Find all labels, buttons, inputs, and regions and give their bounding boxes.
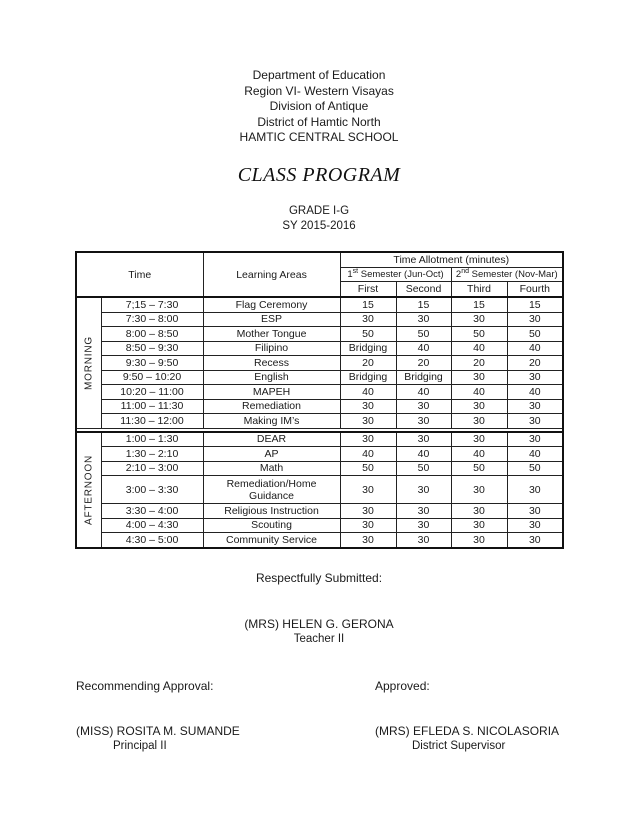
cell-q: 30 (507, 533, 563, 548)
cell-q: 30 (451, 518, 507, 533)
cell-q: 40 (396, 447, 451, 462)
cell-q: 30 (507, 476, 563, 504)
cell-q: 30 (451, 370, 507, 385)
cell-time: 9:50 – 10:20 (101, 370, 203, 385)
grade-label: GRADE I-G (288, 205, 350, 217)
header-line-division: Division of Antique (269, 99, 369, 113)
table-row (76, 385, 563, 400)
header-line-region: Region VI- Western Visayas (244, 83, 394, 98)
cell-q: 50 (451, 461, 507, 476)
teacher-name: (MRS) HELEN G. GERONA (244, 617, 394, 631)
cell-q: 40 (507, 447, 563, 462)
table-row (76, 533, 563, 548)
cell-q: 30 (451, 399, 507, 414)
supervisor-name: (MRS) EFLEDA S. NICOLASORIA (375, 724, 560, 738)
cell-time: 10:20 – 11:00 (101, 385, 203, 400)
cell-time: 8:00 – 8:50 (101, 327, 203, 342)
cell-q: 30 (507, 312, 563, 327)
cell-area: Making IM’s (203, 414, 340, 429)
header-quarter: First (340, 282, 396, 298)
cell-q: 40 (396, 341, 451, 356)
cell-q: 30 (507, 432, 563, 447)
cell-time: 7:30 – 8:00 (101, 312, 203, 327)
cell-q: 30 (451, 414, 507, 429)
cell-q: 30 (451, 504, 507, 519)
page-title: CLASS PROGRAM (237, 164, 401, 186)
cell-q: 15 (507, 297, 563, 312)
cell-q: 15 (396, 297, 451, 312)
cell-area: Community Service (203, 533, 340, 548)
principal-role: Principal II (113, 740, 167, 752)
cell-q: 30 (396, 312, 451, 327)
cell-q: 50 (451, 327, 507, 342)
cell-q: 20 (340, 356, 396, 371)
document-header (0, 68, 638, 146)
header-quarter: Fourth (507, 282, 563, 298)
cell-q: Bridging (340, 370, 396, 385)
table-row (76, 312, 563, 327)
cell-area: Recess (203, 356, 340, 371)
table-row (76, 414, 563, 429)
cell-q: Bridging (396, 370, 451, 385)
cell-time: 1:30 – 2:10 (101, 447, 203, 462)
cell-q: 30 (451, 312, 507, 327)
cell-q: 20 (507, 356, 563, 371)
header-time: Time (76, 252, 203, 297)
cell-time: 3:00 – 3:30 (101, 476, 203, 504)
cell-q: 30 (340, 312, 396, 327)
cell-q: 30 (396, 414, 451, 429)
cell-area: Remediation/Home Guidance (203, 476, 340, 504)
cell-q: 30 (507, 370, 563, 385)
cell-q: 30 (396, 432, 451, 447)
table-row (76, 370, 563, 385)
table-row (76, 432, 563, 447)
header-line-school: HAMTIC CENTRAL SCHOOL (239, 130, 399, 144)
table-row (76, 327, 563, 342)
cell-q: 50 (507, 461, 563, 476)
principal-name: (MISS) ROSITA M. SUMANDE (76, 724, 240, 738)
cell-area: Math (203, 461, 340, 476)
cell-q: 30 (507, 518, 563, 533)
cell-q: 30 (451, 432, 507, 447)
header-line-district: District of Hamtic North (257, 114, 381, 129)
class-program-table (75, 251, 564, 549)
school-year-label: SY 2015-2016 (282, 220, 356, 232)
cell-q: 40 (451, 341, 507, 356)
cell-q: Bridging (340, 341, 396, 356)
cell-time: 7;15 – 7:30 (101, 297, 203, 312)
header-quarter: Second (396, 282, 451, 298)
cell-q: 30 (340, 504, 396, 519)
cell-q: 40 (451, 385, 507, 400)
cell-q: 30 (507, 504, 563, 519)
cell-q: 20 (396, 356, 451, 371)
morning-section-label: MORNING (76, 297, 101, 428)
cell-q: 40 (396, 385, 451, 400)
cell-q: 30 (507, 414, 563, 429)
cell-q: 50 (507, 327, 563, 342)
grade-section (0, 204, 638, 234)
cell-area: Religious Instruction (203, 504, 340, 519)
cell-time: 2:10 – 3:00 (101, 461, 203, 476)
cell-q: 15 (451, 297, 507, 312)
recommending-approval-label: Recommending Approval: (76, 679, 214, 693)
table-row (76, 518, 563, 533)
cell-time: 4:00 – 4:30 (101, 518, 203, 533)
respectfully-submitted-label: Respectfully Submitted: (255, 571, 383, 585)
cell-area: DEAR (203, 432, 340, 447)
cell-q: 40 (340, 447, 396, 462)
cell-area: Mother Tongue (203, 327, 340, 342)
cell-q: 50 (340, 327, 396, 342)
cell-q: 30 (451, 533, 507, 548)
cell-area: MAPEH (203, 385, 340, 400)
header-quarter: Third (451, 282, 507, 298)
cell-q: 30 (396, 399, 451, 414)
header-first-semester: 1st Semester (Jun-Oct) (340, 268, 451, 282)
cell-q: 40 (340, 385, 396, 400)
cell-time: 9:30 – 9:50 (101, 356, 203, 371)
header-line-department: Department of Education (252, 68, 386, 82)
cell-q: 30 (451, 476, 507, 504)
cell-q: 30 (340, 518, 396, 533)
cell-q: 40 (507, 385, 563, 400)
cell-area: English (203, 370, 340, 385)
cell-q: 30 (507, 399, 563, 414)
table-row (76, 399, 563, 414)
table-row (76, 476, 563, 504)
cell-time: 4:30 – 5:00 (101, 533, 203, 548)
cell-q: 30 (340, 414, 396, 429)
cell-time: 11:00 – 11:30 (101, 399, 203, 414)
header-learning-areas: Learning Areas (203, 252, 340, 297)
table-row (76, 447, 563, 462)
teacher-role: Teacher II (293, 633, 345, 645)
cell-q: 30 (396, 533, 451, 548)
header-second-semester: 2nd Semester (Nov-Mar) (451, 268, 563, 282)
cell-q: 30 (396, 476, 451, 504)
cell-q: 50 (396, 327, 451, 342)
cell-area: Remediation (203, 399, 340, 414)
table-row (76, 341, 563, 356)
afternoon-section-label: AFTERNOON (76, 432, 101, 548)
table-row (76, 461, 563, 476)
table-row (76, 297, 563, 312)
supervisor-role: District Supervisor (412, 740, 506, 752)
cell-area: Filipino (203, 341, 340, 356)
cell-time: 8:50 – 9:30 (101, 341, 203, 356)
cell-area: ESP (203, 312, 340, 327)
cell-time: 1:00 – 1:30 (101, 432, 203, 447)
cell-area: Scouting (203, 518, 340, 533)
cell-q: 40 (451, 447, 507, 462)
cell-q: 50 (340, 461, 396, 476)
cell-area: AP (203, 447, 340, 462)
cell-q: 30 (396, 518, 451, 533)
cell-q: 40 (507, 341, 563, 356)
table-row (76, 504, 563, 519)
cell-time: 11:30 – 12:00 (101, 414, 203, 429)
cell-q: 30 (340, 399, 396, 414)
cell-q: 30 (340, 476, 396, 504)
cell-area: Flag Ceremony (203, 297, 340, 312)
cell-q: 30 (340, 533, 396, 548)
cell-q: 30 (396, 504, 451, 519)
cell-q: 15 (340, 297, 396, 312)
cell-q: 50 (396, 461, 451, 476)
cell-q: 30 (340, 432, 396, 447)
header-time-allotment: Time Allotment (minutes) (340, 252, 563, 268)
cell-q: 20 (451, 356, 507, 371)
approved-label: Approved: (375, 679, 430, 693)
table-row (76, 356, 563, 371)
cell-time: 3:30 – 4:00 (101, 504, 203, 519)
